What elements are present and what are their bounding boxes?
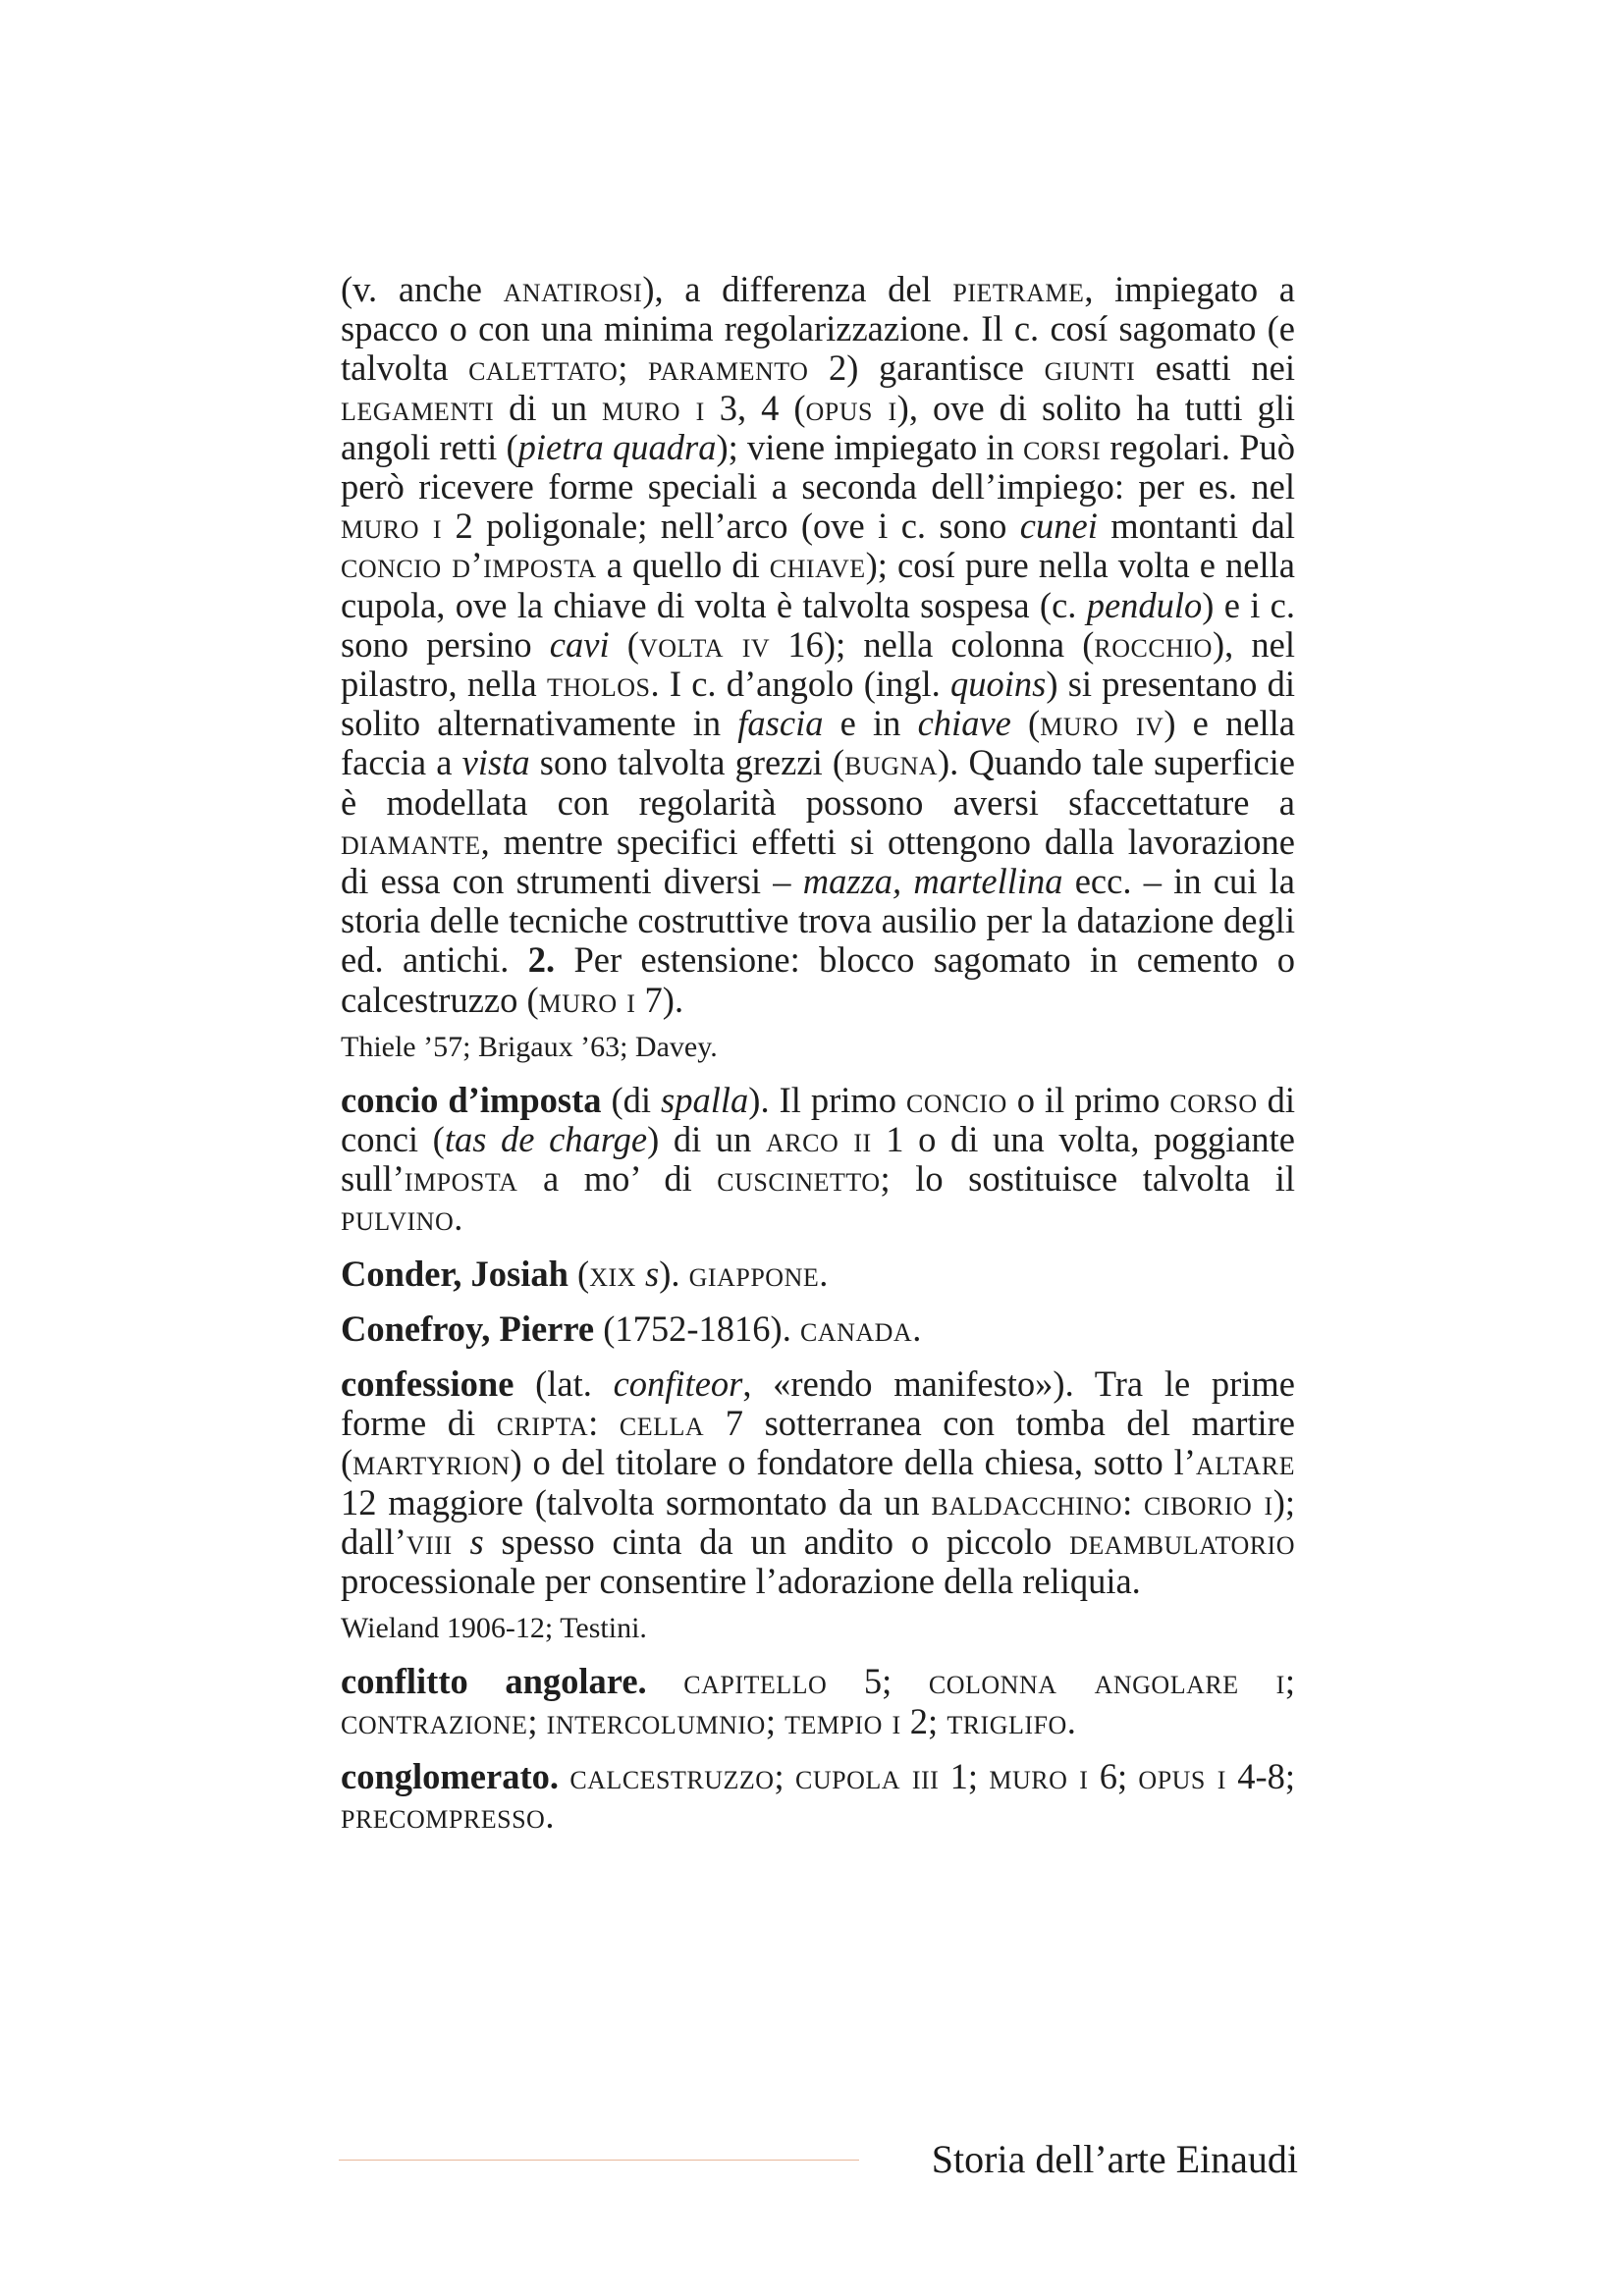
cross-reference[interactable]: cupola iii xyxy=(795,1755,940,1796)
cross-reference[interactable]: concio xyxy=(906,1079,1007,1120)
cross-reference[interactable]: colonna angolare i xyxy=(928,1661,1285,1702)
cross-reference[interactable]: giunti xyxy=(1044,347,1136,389)
century-marker: viii xyxy=(406,1521,453,1562)
cross-reference[interactable]: bugna xyxy=(844,742,939,783)
cross-reference[interactable]: giappone xyxy=(688,1253,820,1294)
cross-reference[interactable]: ciborio i xyxy=(1143,1481,1273,1522)
cross-reference[interactable]: diamante xyxy=(341,821,481,862)
headword: conflitto angolare. xyxy=(341,1661,647,1702)
cross-reference[interactable]: chiave xyxy=(769,545,866,586)
cross-reference[interactable]: muro iv xyxy=(1040,703,1164,744)
cross-reference[interactable]: arco ii xyxy=(766,1119,872,1160)
entry-confessione: confessione (lat. confiteor, «rendo manifesto»). Tra le prime forme di cripta: cella 7 sotterranea con tomba del martire (martyrion) o del titolare o fondatore della chiesa, sotto l’altare 12 maggiore (talvolta sormontato da un baldacchino: ciborio i); dall’viii s spesso cinta da un andito o piccolo deambulatorio processionale per consentire l’adorazione della reliquia. xyxy=(341,1363,1295,1602)
footer-publisher: Storia dell’arte Einaudi xyxy=(931,2137,1298,2181)
concio-continuation: (v. anche anatirosi), a differenza del pietrame, impiegato a spacco o con una minima regolarizzazione. Il c. cosí sagomato (e talvolta calettato; paramento 2) garantisce giunti esatti nei legamenti di un muro i 3, 4 (opus i), ove di solito ha tutti gli angoli retti (pietra quadra); viene impiegato in corsi regolari. Può però ricevere forme speciali a seconda dell’impiego: per es. nel muro i 2 poligonale; nell’arco (ove i c. sono cunei montanti dal concio d’imposta a quello di chiave); cosí pure nella volta e nella cupola, ove la chiave di volta è talvolta sospesa (c. pendulo) e i c. sono persino cavi (volta iv 16); nella colonna (rocchio), nel pilastro, nella tholos. I c. d’angolo (ingl. quoins) si presentano di solito alternativamente in fascia e in chiave (muro iv) e nella faccia a vista sono talvolta grezzi (bugna). Quando tale superficie è modellata con regolarità possono aversi sfaccettature a diamante, mentre specifici effetti si ottengono dalla lavorazione di essa con strumenti diversi – mazza, martellina ecc. – in cui la storia delle tecniche costruttive trova ausilio per la datazione degli ed. antichi. 2. Per estensione: blocco sagomato in cemento o calcestruzzo (muro i 7). xyxy=(341,269,1296,1020)
century-marker: xix xyxy=(589,1253,636,1294)
cross-reference[interactable]: opus i xyxy=(1138,1755,1226,1796)
cross-reference[interactable]: calcestruzzo xyxy=(569,1755,775,1796)
headword: concio d’imposta xyxy=(341,1079,602,1120)
cross-reference[interactable]: contrazione xyxy=(341,1700,528,1741)
entry-conflitto-angolare: conflitto angolare. capitello 5; colonna angolare i; contrazione; intercolumnio; tempio i 2; triglifo. xyxy=(341,1661,1295,1741)
headword: confessione xyxy=(341,1363,514,1405)
dictionary-page-body xyxy=(341,270,1295,1836)
cross-reference[interactable]: intercolumnio xyxy=(546,1700,766,1741)
cross-reference[interactable]: cuscinetto xyxy=(717,1158,881,1200)
cross-reference[interactable]: corsi xyxy=(1023,426,1102,467)
cross-reference[interactable]: precompresso xyxy=(341,1794,546,1836)
cross-reference[interactable]: muro i xyxy=(538,979,636,1020)
headword: Conder, Josiah xyxy=(341,1253,568,1294)
cross-reference[interactable]: deambulatorio xyxy=(1069,1521,1295,1562)
cross-reference[interactable]: opus i xyxy=(805,387,897,428)
cross-reference[interactable]: martyrion xyxy=(352,1442,511,1483)
cross-reference[interactable]: altare xyxy=(1195,1442,1295,1483)
cross-reference[interactable]: rocchio xyxy=(1094,623,1213,665)
headword: conglomerato. xyxy=(341,1755,559,1796)
cross-reference[interactable]: corso xyxy=(1169,1079,1258,1120)
cross-reference[interactable]: muro i xyxy=(602,387,705,428)
bibliography: Thiele ’57; Brigaux ’63; Davey. xyxy=(341,1030,718,1063)
bibliography: Wieland 1906-12; Testini. xyxy=(341,1612,647,1645)
cross-reference[interactable]: tholos xyxy=(546,664,651,705)
entry-concio-d-imposta: concio d’imposta (di spalla). Il primo concio o il primo corso di conci (tas de charge) di un arco ii 1 o di una volta, poggiante sull’imposta a mo’ di cuscinetto; lo sostituisce talvolta il pulvino. xyxy=(341,1079,1296,1239)
cross-reference[interactable]: tempio i xyxy=(784,1700,901,1741)
cross-reference[interactable]: pulvino xyxy=(341,1198,455,1239)
cross-reference[interactable]: concio d’imposta xyxy=(341,545,597,586)
cross-reference[interactable]: volta iv xyxy=(638,623,771,665)
cross-reference[interactable]: cripta xyxy=(496,1403,589,1444)
entry-conglomerato: conglomerato. calcestruzzo; cupola iii 1; muro i 6; opus i 4-8; precompresso. xyxy=(341,1755,1295,1836)
cross-reference[interactable]: paramento xyxy=(648,347,809,389)
cross-reference[interactable]: anatirosi xyxy=(503,269,643,309)
cross-reference[interactable]: capitello xyxy=(683,1661,828,1702)
cross-reference[interactable]: legamenti xyxy=(341,387,495,428)
cross-reference[interactable]: pietrame xyxy=(952,269,1085,309)
entry-conder-josiah: Conder, Josiah (xix s). giappone. xyxy=(341,1253,829,1294)
cross-reference[interactable]: muro i xyxy=(341,506,443,547)
cross-reference[interactable]: canada xyxy=(799,1308,913,1349)
cross-reference[interactable]: triglifo xyxy=(947,1700,1067,1741)
cross-reference[interactable]: baldacchino xyxy=(931,1481,1123,1522)
headword: Conefroy, Pierre xyxy=(341,1308,595,1349)
footer-rule xyxy=(339,2160,859,2161)
cross-reference[interactable]: calettato xyxy=(468,347,619,389)
entry-conefroy-pierre: Conefroy, Pierre (1752-1816). canada. xyxy=(341,1308,922,1349)
cross-reference[interactable]: muro i xyxy=(989,1755,1089,1796)
cross-reference[interactable]: cella xyxy=(619,1403,705,1444)
cross-reference[interactable]: imposta xyxy=(404,1158,518,1200)
